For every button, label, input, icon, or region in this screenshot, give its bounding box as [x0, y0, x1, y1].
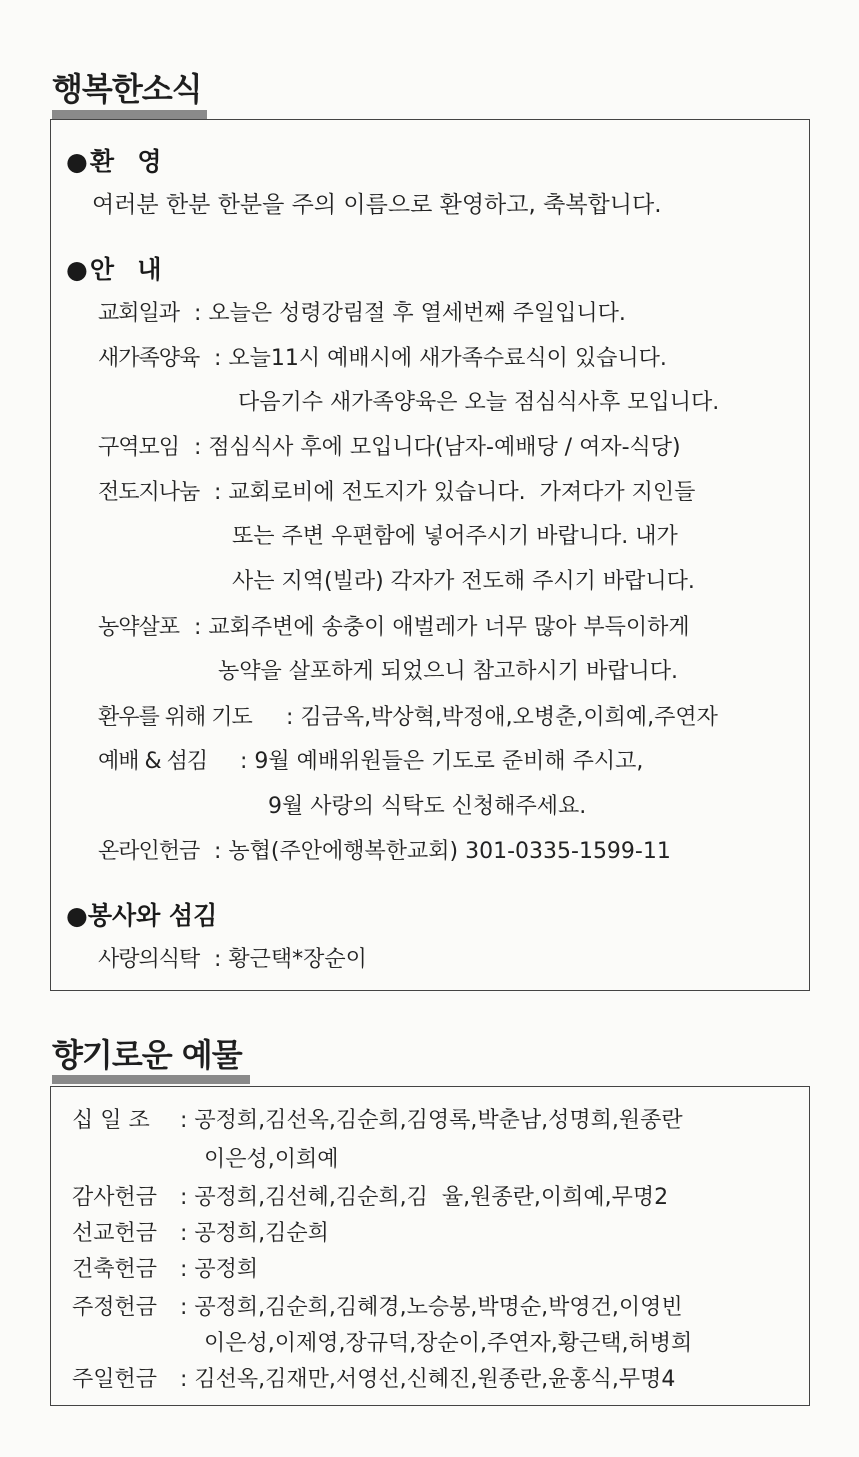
- notice-heading: ●안 내: [66, 255, 164, 284]
- notice-label-group: 구역모임: [98, 435, 180, 460]
- offering-names: : 공정희,김선옥,김순희,김영록,박춘남,성명희,원종란: [180, 1108, 683, 1133]
- notice-line: : 김금옥,박상혁,박정애,오병춘,이희예,주연자: [286, 705, 718, 730]
- notice-line: : 교회로비에 전도지가 있습니다. 가져다가 지인들: [214, 480, 696, 505]
- notice-line: 다음기수 새가족양육은 오늘 점심식사후 모입니다.: [238, 390, 720, 415]
- service-text: : 황근택*장순이: [214, 947, 367, 972]
- welcome-heading: ●환 영: [66, 147, 164, 176]
- offering-names: : 공정희,김순희,김혜경,노승봉,박명순,박영건,이영빈: [180, 1295, 683, 1320]
- offering-label: 건축헌금: [72, 1257, 158, 1282]
- offering-names: 이은성,이희예: [204, 1147, 339, 1172]
- notice-label-worship: 예배 & 섬김: [98, 749, 208, 774]
- offering-names: : 공정희,김선혜,김순희,김 율,원종란,이희예,무명2: [180, 1185, 669, 1210]
- notice-line: : 오늘은 성령강림절 후 열세번째 주일입니다.: [194, 301, 626, 326]
- service-heading: ●봉사와 섬김: [66, 901, 218, 930]
- offering-label: 주일헌금: [72, 1367, 158, 1392]
- section-title-news: 행복한소식: [52, 70, 202, 108]
- offering-label: 감사헌금: [72, 1185, 158, 1210]
- notice-line: : 9월 예배위원들은 기도로 준비해 주시고,: [240, 749, 644, 774]
- notice-label-tract: 전도지나눔: [98, 480, 200, 505]
- offering-names: 이은성,이제영,장규덕,장순이,주연자,황근택,허병희: [204, 1331, 693, 1356]
- service-label: 사랑의식탁: [98, 947, 200, 972]
- offering-names: : 공정희: [180, 1257, 259, 1282]
- section-title-offering: 향기로운 예물: [52, 1036, 242, 1074]
- notice-label-newfamily: 새가족양육: [98, 346, 200, 371]
- notice-label-prayer: 환우를 위해 기도: [98, 705, 252, 730]
- notice-label-church: 교회일과: [98, 301, 180, 326]
- notice-label-pesticide: 농약살포: [98, 615, 180, 640]
- notice-line: : 교회주변에 송충이 애벌레가 너무 많아 부득이하게: [194, 615, 690, 640]
- offering-names: : 김선옥,김재만,서영선,신혜진,원종란,윤홍식,무명4: [180, 1367, 676, 1392]
- notice-line: : 오늘11시 예배시에 새가족수료식이 있습니다.: [214, 346, 667, 371]
- notice-line: 사는 지역(빌라) 각자가 전도해 주시기 바랍니다.: [232, 569, 695, 594]
- welcome-text: 여러분 한분 한분을 주의 이름으로 환영하고, 축복합니다.: [92, 192, 662, 218]
- offering-names: : 공정희,김순희: [180, 1221, 329, 1246]
- offering-label: 십 일 조: [72, 1108, 150, 1133]
- offering-label: 선교헌금: [72, 1221, 158, 1246]
- notice-line: : 농협(주안에행복한교회) 301-0335-1599-11: [214, 839, 671, 864]
- offering-label: 주정헌금: [72, 1295, 158, 1320]
- notice-line: 또는 주변 우편함에 넣어주시기 바랍니다. 내가: [232, 524, 678, 549]
- notice-line: 9월 사랑의 식탁도 신청해주세요.: [268, 794, 587, 819]
- notice-label-online: 온라인헌금: [98, 839, 200, 864]
- notice-line: : 점심식사 후에 모입니다(남자-예배당 / 여자-식당): [194, 435, 681, 460]
- offering-box: [50, 1086, 810, 1406]
- notice-line: 농약을 살포하게 되었으니 참고하시기 바랍니다.: [218, 659, 679, 684]
- title-underline: [52, 1075, 250, 1084]
- title-underline: [52, 110, 207, 119]
